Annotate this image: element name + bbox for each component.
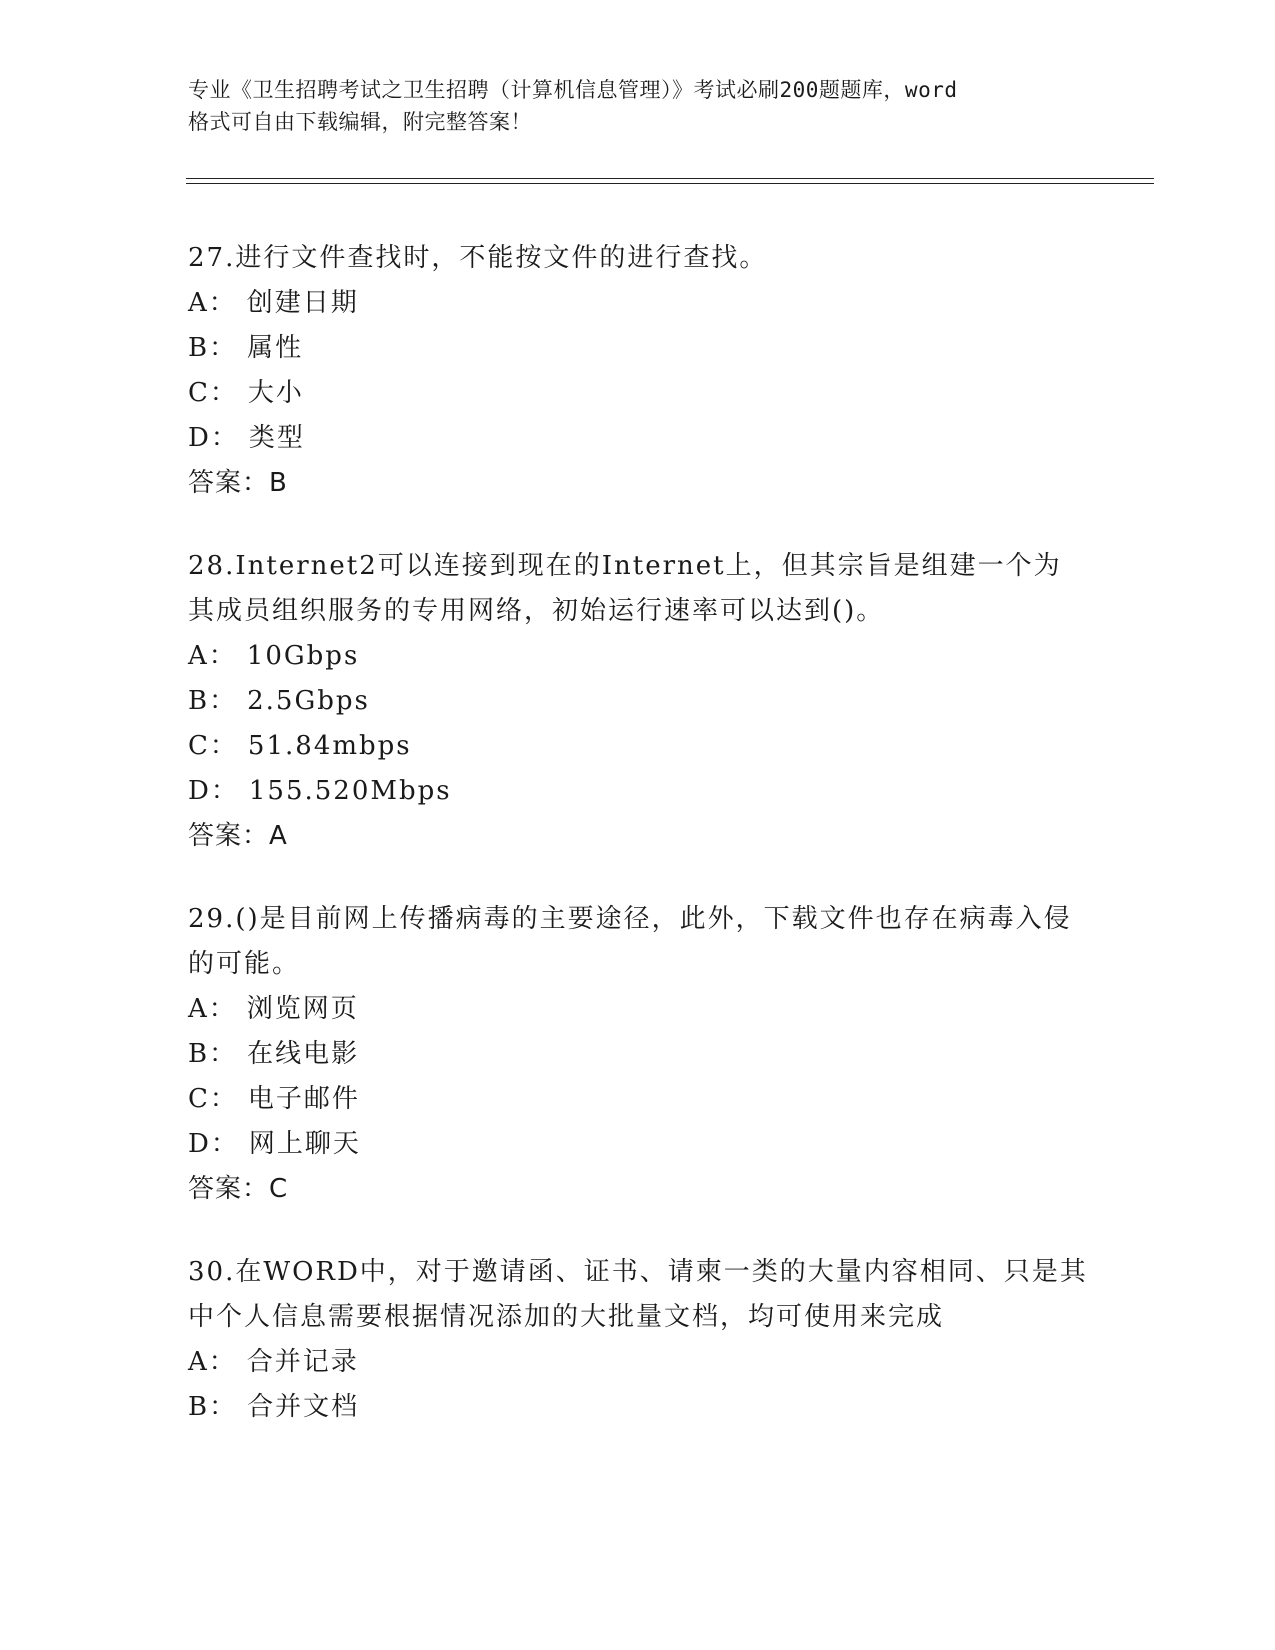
option-text: 浏览网页 (246, 994, 359, 1024)
option-letter: B (188, 333, 210, 363)
option-a (188, 987, 1088, 1032)
option-separator: ： (209, 333, 238, 363)
option-a (188, 281, 1088, 326)
option-b (188, 1385, 1088, 1430)
option-separator: ： (210, 1129, 239, 1159)
option-separator: ： (209, 686, 238, 716)
question-block (188, 1250, 1088, 1430)
header-line-1: 专业《卫生招聘考试之卫生招聘（计算机信息管理）》考试必刷200题题库，word (188, 78, 958, 102)
option-c (188, 1077, 1088, 1122)
option-text: 创建日期 (246, 288, 359, 318)
option-text: 51.84mbps (247, 731, 412, 761)
question-block (188, 544, 1088, 859)
option-letter: C (188, 1084, 210, 1114)
document-header (188, 74, 1088, 138)
option-b (188, 1032, 1088, 1077)
option-separator: ： (209, 1392, 238, 1422)
option-separator: ： (209, 1039, 238, 1069)
option-separator: ： (210, 423, 239, 453)
option-letter: A (188, 994, 209, 1024)
answer-line: 答案：C (188, 1174, 289, 1204)
option-letter: B (188, 686, 210, 716)
option-d (188, 416, 1088, 461)
option-letter: C (188, 378, 210, 408)
option-text: 电子邮件 (247, 1084, 360, 1114)
option-text: 155.520Mbps (248, 776, 452, 806)
header-divider-bottom (186, 183, 1154, 184)
option-separator: ： (209, 731, 238, 761)
option-text: 在线电影 (247, 1039, 360, 1069)
option-letter: D (188, 776, 211, 806)
option-letter: C (188, 731, 210, 761)
question-text: 30.在WORD中，对于邀请函、证书、请柬一类的大量内容相同、只是其中个人信息需要根据情况添加的大批量文档，均可使用来完成 (188, 1257, 1088, 1332)
question-list (188, 236, 1088, 1468)
option-letter: D (188, 1129, 211, 1159)
question-text: 28.Internet2可以连接到现在的Internet上，但其宗旨是组建一个为其成员组织服务的专用网络，初始运行速率可以达到()。 (188, 551, 1062, 626)
option-a (188, 634, 1088, 679)
header-divider-top (186, 178, 1154, 179)
option-text: 类型 (248, 423, 305, 453)
option-separator: ： (208, 641, 237, 671)
option-separator: ： (209, 1084, 238, 1114)
option-separator: ： (210, 776, 239, 806)
option-c (188, 724, 1088, 769)
option-text: 合并文档 (247, 1392, 360, 1422)
question-block (188, 236, 1088, 506)
question-text: 27.进行文件查找时，不能按文件的进行查找。 (188, 243, 768, 273)
option-separator: ： (208, 994, 237, 1024)
option-d (188, 1122, 1088, 1167)
option-letter: A (188, 641, 209, 671)
option-text: 大小 (247, 378, 304, 408)
option-b (188, 326, 1088, 371)
option-text: 10Gbps (246, 641, 360, 671)
option-letter: B (188, 1392, 210, 1422)
answer-line: 答案：B (188, 468, 288, 498)
option-text: 2.5Gbps (247, 686, 370, 716)
option-text: 属性 (247, 333, 304, 363)
header-line-2: 格式可自由下载编辑，附完整答案！ (188, 110, 532, 134)
option-b (188, 679, 1088, 724)
option-letter: B (188, 1039, 210, 1069)
option-text: 合并记录 (246, 1347, 359, 1377)
question-text: 29.()是目前网上传播病毒的主要途径，此外，下载文件也存在病毒入侵的可能。 (188, 904, 1072, 979)
option-a (188, 1340, 1088, 1385)
option-separator: ： (208, 1347, 237, 1377)
option-letter: D (188, 423, 211, 453)
question-block (188, 897, 1088, 1212)
option-letter: A (188, 1347, 209, 1377)
option-separator: ： (208, 288, 237, 318)
option-separator: ： (209, 378, 238, 408)
answer-line: 答案：A (188, 821, 288, 851)
option-c (188, 371, 1088, 416)
option-letter: A (188, 288, 209, 318)
option-d (188, 769, 1088, 814)
option-text: 网上聊天 (248, 1129, 361, 1159)
